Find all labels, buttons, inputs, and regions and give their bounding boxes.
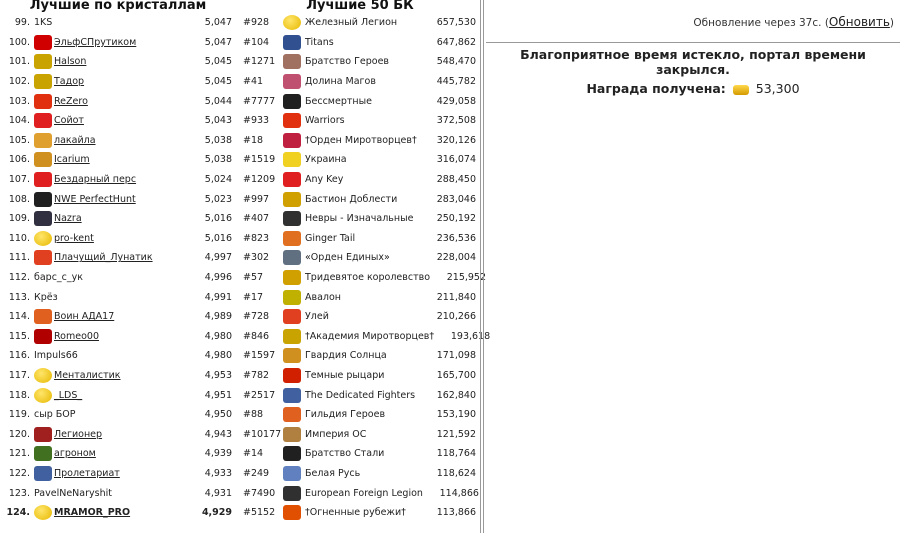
score-value: 4,996 [204,272,232,284]
table-row [0,464,236,484]
table-row [240,91,480,111]
player-link[interactable]: Impuls66 [34,350,78,362]
score-value: 657,530 [436,17,476,29]
rank: 105. [8,134,30,146]
table-row [240,503,480,523]
score-value: 548,470 [436,56,476,68]
table-row [0,91,236,111]
score-value: 165,700 [436,369,476,381]
rank: 110. [8,232,30,244]
table-row [240,268,487,288]
portal-divider [486,42,900,43]
rank: 106. [8,154,30,166]
tln-logo-icon [34,35,52,50]
avalon-icon [283,290,301,305]
table-row [0,307,236,327]
top50-title: Лучшие 50 БК [306,0,414,13]
table-row [240,229,480,249]
player-link[interactable]: Менталистик [54,369,121,381]
wolf-icon [283,211,301,226]
top50-panel [240,0,491,533]
guild-name: †Огненные рубежи† [305,507,406,519]
score-value: 5,024 [204,174,232,186]
guild-name: Империя ОС [305,428,367,440]
rank: 100. [8,36,30,48]
table-row [0,327,236,347]
rank: #302 [243,252,270,264]
guild-name: †Академия Миротворцев† [305,330,435,342]
table-row [0,483,236,503]
wolf-icon [34,192,52,207]
guild-name: Темные рыцари [305,369,385,381]
rank: 111. [8,252,30,264]
rank: #1271 [243,56,276,68]
player-link[interactable]: Сойот [54,115,84,127]
table-row [240,209,480,229]
bs-logo-icon [283,446,301,461]
guild-name: Titans [305,36,334,48]
table-row [240,366,480,386]
player-link[interactable]: Icarium [54,154,90,166]
rank: 109. [8,213,30,225]
guild-name: Бастион Доблести [305,193,398,205]
rank: #104 [243,36,270,48]
heroes-guild-icon [34,309,52,324]
table-row [240,33,480,53]
fox-icon [283,231,301,246]
table-row [240,287,480,307]
score-value: 4,991 [204,291,232,303]
score-value: 372,508 [436,115,476,127]
portal-panel [486,0,900,533]
reward-line [486,81,900,96]
rank: 103. [8,95,30,107]
rank: #7777 [243,95,276,107]
table-row [0,405,236,425]
score-value: 4,933 [204,467,232,479]
warriors-s-icon [34,94,52,109]
table-row [240,385,480,405]
table-row [240,111,480,131]
guild-name: Невры - Изначальные [305,213,414,225]
table-row [240,189,480,209]
guild-name: Тридевятое королевство [305,272,431,284]
tr-logo-icon [283,368,301,383]
rank: #10177 [243,428,282,440]
table-row [0,33,236,53]
table-row [240,170,480,190]
rank: #997 [243,193,270,205]
rank: 117. [8,369,30,381]
table-row [0,52,236,72]
rank: 104. [8,115,30,127]
table-row [0,346,236,366]
score-value: 5,047 [204,17,232,29]
guild-name: Гвардия Солнца [305,350,387,362]
player-link[interactable]: Легионер [54,428,103,440]
star-compass-icon [283,74,301,89]
player-link[interactable]: Воин АДА17 [54,311,115,323]
reward-value: 53,300 [755,81,800,96]
player-link[interactable]: PavelNeNaryshit [34,487,112,499]
score-value: 647,862 [436,36,476,48]
guild-name: Ginger Tail [305,232,356,244]
guild-name: Улей [305,311,329,323]
score-value: 114,866 [439,487,479,499]
table-row [0,209,236,229]
guild-name: Братство Героев [305,56,390,68]
score-value: 4,989 [204,311,232,323]
crystals-list [0,13,236,522]
table-row [240,327,491,347]
rank: #823 [243,232,270,244]
score-value: 193,618 [450,330,491,342]
player-link[interactable]: барс_с_ук [34,272,84,284]
rank: 112. [8,272,30,284]
ukraine-flag-icon [283,152,301,167]
table-row [0,111,236,131]
score-value: 283,046 [436,193,476,205]
score-value: 5,016 [204,213,232,225]
table-row [240,444,480,464]
sunset-icon [34,133,52,148]
order-flag-icon [283,133,301,148]
rank: #7490 [243,487,276,499]
score-value: 5,045 [204,56,232,68]
warriors-s-icon [283,113,301,128]
guild-name: Белая Русь [305,467,361,479]
legion-icon [34,427,52,442]
score-value: 5,038 [204,154,232,166]
rank: #782 [243,369,270,381]
score-value: 4,997 [204,252,232,264]
smiley-icon [34,388,52,403]
table-row [0,366,236,386]
update-suffix: ) [889,17,894,29]
player-link[interactable]: ЭльфСПрутиком [54,36,137,48]
player-link[interactable]: NWE PerfectHunt [54,193,136,205]
knight-icon [283,466,301,481]
peacemaker-emblem-icon [34,54,52,69]
table-row [0,150,236,170]
panel-divider [480,0,484,533]
score-value: 250,192 [436,213,476,225]
rank: 124. [6,507,30,519]
rank: 121. [8,448,30,460]
guild-name: Украина [305,154,347,166]
hive-icon [34,250,52,265]
table-row [0,248,236,268]
table-row [0,268,236,288]
table-row [240,346,480,366]
player-link[interactable]: MRAMOR_PRO [54,507,131,519]
table-row [240,483,480,503]
score-value: 5,047 [204,36,232,48]
score-value: 429,058 [436,95,476,107]
sunset-icon [34,152,52,167]
empire-icon [283,427,301,442]
score-value: 4,929 [201,507,232,519]
table-row [0,444,236,464]
table-row [240,13,480,33]
rank: #407 [243,213,270,225]
guild-name: Бессмертные [305,95,372,107]
rank: 123. [8,487,30,499]
player-link[interactable]: агроном [54,448,96,460]
sunset-icon [283,348,301,363]
red-flag-icon [34,329,52,344]
player-link[interactable]: pro-kent [54,232,94,244]
table-row [0,189,236,209]
rank: 116. [8,350,30,362]
score-value: 113,866 [436,507,476,519]
score-value: 4,951 [204,389,232,401]
score-value: 211,840 [436,291,476,303]
score-value: 320,126 [436,134,476,146]
guild-name: †Орден Миротворцев† [305,134,417,146]
table-row [0,424,236,444]
player-link[interactable]: Тадор [54,76,85,88]
score-value: 118,764 [436,448,476,460]
rank: 120. [8,428,30,440]
rank: #57 [243,272,264,284]
crystals-panel [0,0,236,533]
guild-name: Гильдия Героев [305,409,386,421]
trident-icon [283,250,301,265]
rank: #1209 [243,174,276,186]
guild-name: Авалон [305,291,342,303]
table-row [240,131,480,151]
player-link[interactable]: сыр БОР [34,409,76,421]
table-row [240,405,480,425]
any-key-icon [34,113,52,128]
rank: #14 [243,448,264,460]
rank: #249 [243,467,270,479]
score-value: 4,950 [204,409,232,421]
player-link[interactable]: Romeo00 [54,330,99,342]
player-link[interactable]: 1KS [34,17,53,29]
player-link[interactable]: Halson [54,56,87,68]
rank: 118. [8,389,30,401]
table-row [240,72,480,92]
score-value: 316,074 [436,154,476,166]
rank: #5152 [243,507,276,519]
guild-name: European Foreign Legion [305,487,423,499]
rank: 122. [8,467,30,479]
score-value: 5,043 [204,115,232,127]
score-value: 118,624 [436,467,476,479]
rank: 101. [8,56,30,68]
score-value: 228,004 [436,252,476,264]
smiley-icon [34,231,52,246]
rank: #928 [243,17,270,29]
score-value: 215,952 [446,272,487,284]
player-link[interactable]: ReZero [54,95,88,107]
score-value: 288,450 [436,174,476,186]
player-link[interactable]: Крёз [34,291,58,303]
rank: 99. [14,17,30,29]
score-value: 5,016 [204,232,232,244]
table-row [240,464,480,484]
score-value: 5,038 [204,134,232,146]
rank: 113. [8,291,30,303]
rank: 108. [8,193,30,205]
table-row [0,229,236,249]
guild-name: «Орден Единых» [305,252,390,264]
table-row [240,52,480,72]
rank: 115. [8,330,30,342]
table-row [240,424,480,444]
table-row [0,385,236,405]
portal-message: Благоприятное время истекло, портал времени закрылся. [520,47,866,77]
rank: 119. [8,409,30,421]
rank: 102. [8,76,30,88]
fire-icon [283,505,301,520]
table-row [0,503,236,523]
peacemaker-emblem-icon [34,74,52,89]
score-value: 153,190 [436,409,476,421]
any-key-icon [34,172,52,187]
score-value: 121,592 [436,428,476,440]
score-value: 4,980 [204,350,232,362]
guild-name: Железный Легион [305,17,398,29]
score-value: 4,943 [204,428,232,440]
wolf-icon [34,211,52,226]
score-value: 4,939 [204,448,232,460]
top50-list [240,13,491,522]
table-row [0,13,236,33]
smiley-icon [34,505,52,520]
score-value: 162,840 [436,389,476,401]
player-link[interactable]: Плачущий_Лунатик [54,252,153,264]
crystals-title: Лучшие по кристаллам [29,0,207,13]
guild-name: Долина Магов [305,76,376,88]
table-row [240,150,480,170]
table-row [0,170,236,190]
smiley-icon [283,15,301,30]
agronom-icon [34,446,52,461]
table-row [240,307,480,327]
rank: 107. [8,174,30,186]
any-key-icon [283,172,301,187]
rank: #17 [243,291,264,303]
table-row [240,248,480,268]
score-value: 5,045 [204,76,232,88]
titans-icon [283,35,301,50]
wings-icon [283,54,301,69]
legion-rider-icon [283,486,301,501]
rank: #2517 [243,389,276,401]
rank: #1519 [243,154,276,166]
peacemaker-emblem-icon [283,329,301,344]
rank: #933 [243,115,270,127]
table-row [0,131,236,151]
rank: #728 [243,311,270,323]
score-value: 445,782 [436,76,476,88]
score-value: 5,044 [204,95,232,107]
refresh-link[interactable]: Обновить [828,15,890,29]
rank: #41 [243,76,264,88]
guild-name: The Dedicated Fighters [305,389,416,401]
score-value: 4,953 [204,369,232,381]
guild-name: Any Key [305,174,344,186]
gold-coins-icon [733,85,749,95]
score-value: 5,023 [204,193,232,205]
score-value: 171,098 [436,350,476,362]
smiley-icon [34,368,52,383]
score-value: 210,266 [436,311,476,323]
bat-icon [283,94,301,109]
rank: 114. [8,311,30,323]
score-value: 236,536 [436,232,476,244]
player-link[interactable]: _LDS_ [54,389,83,401]
crown-icon [283,270,301,285]
hive-icon [283,309,301,324]
rank: #18 [243,134,264,146]
player-link[interactable]: Nazra [54,213,82,225]
score-value: 4,980 [204,330,232,342]
dedicated-icon [34,466,52,481]
update-prefix: Обновление через 37с. ( [693,17,829,29]
table-row [0,287,236,307]
table-row [0,72,236,92]
player-link[interactable]: лакайла [54,134,96,146]
heroes-guild-icon [283,407,301,422]
guild-name: Warriors [305,115,345,127]
dedicated-icon [283,388,301,403]
reward-label: Награда получена: [586,81,726,96]
rank: #88 [243,409,264,421]
rank: #1597 [243,350,276,362]
guild-name: Братство Стали [305,448,385,460]
update-status [693,15,894,29]
player-link[interactable]: Пролетариат [54,467,120,479]
bastion-icon [283,192,301,207]
player-link[interactable]: Бездарный перс [54,174,137,186]
rank: #846 [243,330,270,342]
score-value: 4,931 [204,487,232,499]
